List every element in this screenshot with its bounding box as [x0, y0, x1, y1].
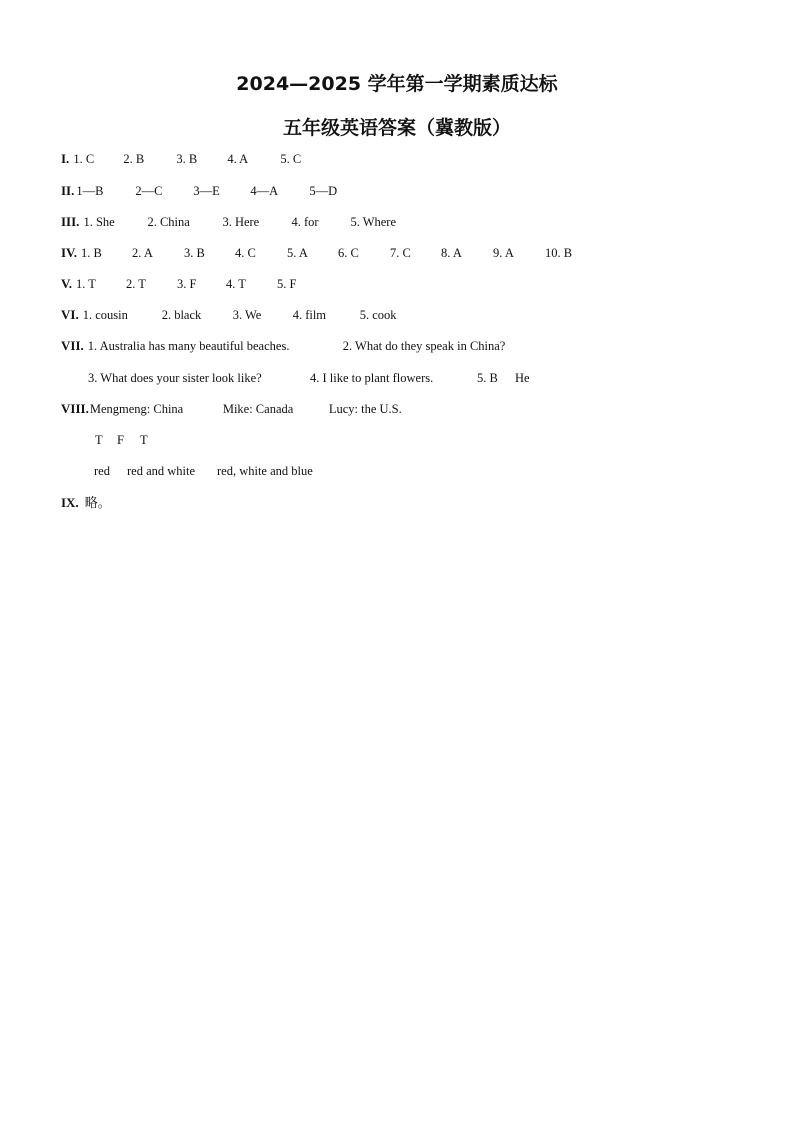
section-number: III. — [61, 214, 80, 229]
answer-item: 2. A — [132, 246, 153, 260]
answer-item: 5. A — [287, 246, 308, 260]
answer-item: red, white and blue — [217, 464, 313, 478]
answer-item: 3. F — [176, 277, 197, 291]
answer-item: 1. T — [75, 277, 96, 291]
section-number: V. — [61, 276, 72, 291]
answer-item: T — [140, 433, 148, 447]
answer-item: 2—C — [135, 184, 163, 198]
page-subtitle: 五年级英语答案（冀教版） — [282, 117, 511, 139]
answer-item: 5. C — [280, 152, 302, 166]
answer-line-iv — [61, 244, 572, 262]
answer-item: 5. F — [276, 277, 297, 291]
section-number: VI. — [61, 307, 79, 322]
answer-item: 4. T — [225, 277, 246, 291]
section-number: VII. — [61, 338, 84, 353]
answer-item: F — [117, 433, 124, 447]
answer-line-viii-colors — [94, 462, 313, 480]
answer-item: 3. B — [184, 246, 205, 260]
answer-item: Lucy: the U.S. — [328, 402, 402, 416]
answer-item: 5. B — [477, 371, 498, 385]
answer-item: 7. C — [390, 246, 411, 260]
answer-item: 4. film — [292, 308, 327, 322]
answer-item: 4. for — [291, 215, 319, 229]
section-number: II. — [61, 183, 75, 198]
answer-item: T — [95, 433, 103, 447]
answer-item: 4. C — [235, 246, 256, 260]
answer-item: 3. We — [232, 308, 262, 322]
answer-item: 2. T — [125, 277, 146, 291]
answer-item: He — [515, 371, 530, 385]
answer-item: 3. What does your sister look like? — [88, 371, 262, 385]
answer-item: 3. B — [176, 152, 198, 166]
answer-item: 6. C — [338, 246, 359, 260]
answer-item: 4. A — [227, 152, 249, 166]
answer-line-vi — [61, 306, 397, 324]
answer-item: 4—A — [250, 184, 279, 198]
answer-item: 4. I like to plant flowers. — [310, 371, 434, 385]
section-number: IV. — [61, 245, 78, 260]
answer-line-ii — [61, 182, 337, 200]
answer-item: 2. B — [123, 152, 145, 166]
section-number: VIII. — [61, 401, 89, 416]
answer-line-ix — [61, 494, 111, 512]
answer-item: 3. Here — [222, 215, 260, 229]
answer-item: 5. cook — [359, 308, 397, 322]
answer-item: 1. Australia has many beautiful beaches. — [87, 339, 290, 353]
answer-item: 8. A — [441, 246, 462, 260]
answer-item: 10. B — [545, 246, 573, 260]
answer-item: Mengmeng: China — [89, 402, 184, 416]
answer-line-i — [61, 150, 301, 168]
answer-line-v — [61, 275, 296, 293]
answer-line-vii — [61, 337, 505, 355]
section-number: I. — [61, 151, 70, 166]
answer-item: 2. China — [147, 215, 190, 229]
answer-item: 1. cousin — [82, 308, 128, 322]
answer-item: Mike: Canada — [222, 402, 294, 416]
answer-line-viii — [61, 400, 402, 418]
answer-line-vii-continued — [88, 369, 530, 387]
answer-item: 5. Where — [350, 215, 397, 229]
page-title: 2024—2025 学年第一学期素质达标 — [236, 73, 558, 95]
answer-item: 5—D — [309, 184, 338, 198]
answer-item: 略。 — [84, 496, 111, 511]
answer-item: 3—E — [193, 184, 220, 198]
answer-item: 9. A — [493, 246, 514, 260]
section-number: IX. — [61, 495, 79, 510]
answer-item: 1. She — [83, 215, 115, 229]
answer-line-viii-tf — [95, 431, 148, 449]
answer-item: 1—B — [76, 184, 104, 198]
answer-item: 1. C — [73, 152, 95, 166]
answer-item: 1. B — [81, 246, 102, 260]
answer-item: 2. What do they speak in China? — [342, 339, 506, 353]
answer-item: 2. black — [161, 308, 202, 322]
answer-item: red — [94, 464, 110, 478]
answer-item: red and white — [127, 464, 196, 478]
answer-line-iii — [61, 213, 396, 231]
